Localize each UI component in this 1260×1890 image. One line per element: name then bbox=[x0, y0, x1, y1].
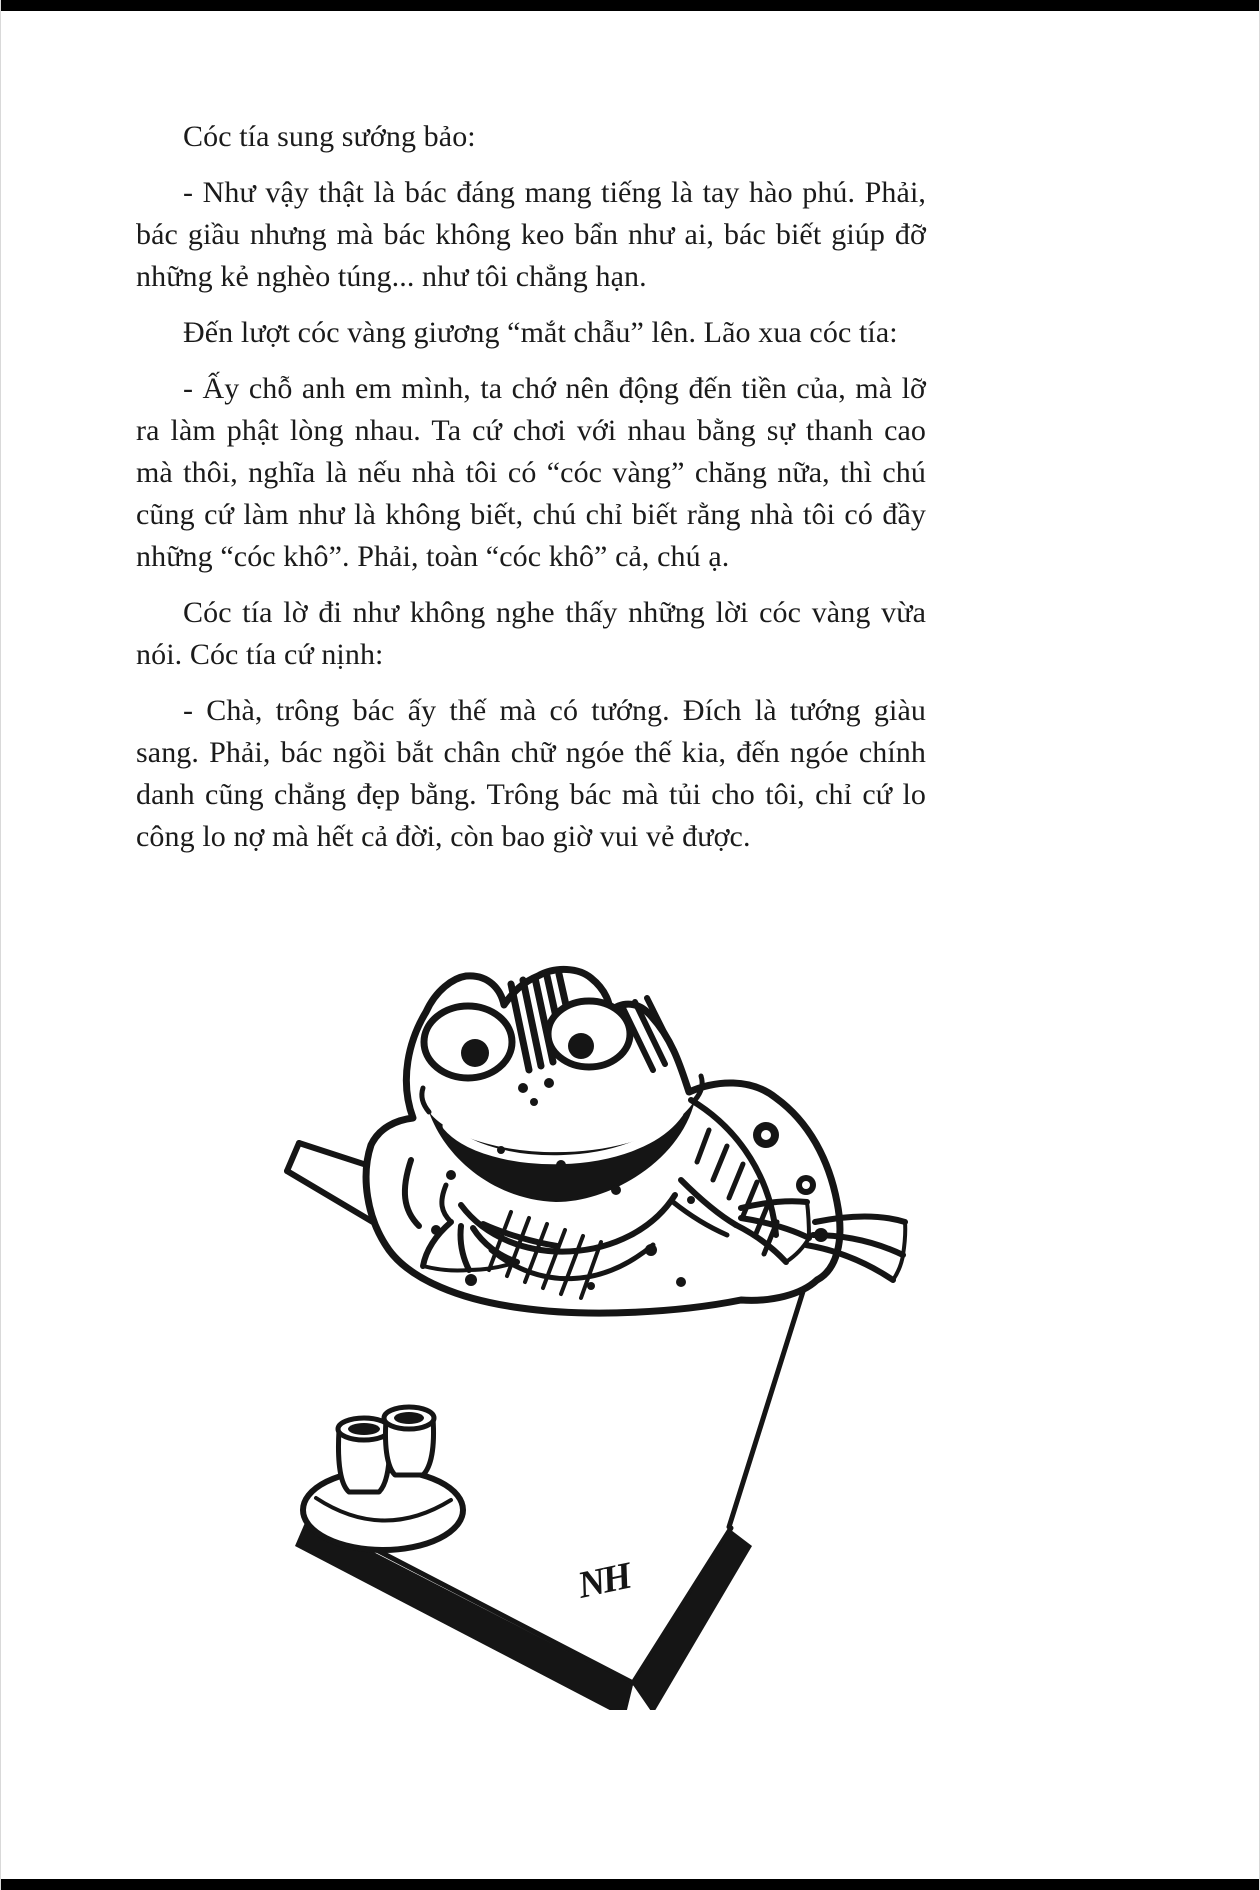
page-top-edge bbox=[1, 0, 1259, 11]
story-paragraph: Cóc tía sung sướng bảo: bbox=[183, 120, 476, 153]
story-paragraph: - Chà, trông bác ấy thế mà có tướng. Đích là tướng giàu sang. Phải, bác ngồi bắt chân chữ ngóe thế kia, đến ngóe chính danh cũng chẳng đẹp bằng. Trông bác mà tủi cho tôi, chỉ cứ lo công lo nợ mà hết cả đời, còn bao giờ vui vẻ được. bbox=[136, 694, 926, 853]
story-paragraph: - Ấy chỗ anh em mình, ta chớ nên động đến tiền của, mà lỡ ra làm phật lòng nhau. Ta cứ chơi với nhau bằng sự thanh cao mà thôi, nghĩa là nếu nhà tôi có “cóc vàng” chăng nữa, thì chú cũng cứ làm như là không biết, chú chỉ biết rằng nhà tôi có đầy những “cóc khô”. Phải, toàn “cóc khô” cả, chú ạ. bbox=[136, 372, 926, 573]
story-paragraph: - Như vậy thật là bác đáng mang tiếng là tay hào phú. Phải, bác giầu nhưng mà bác không keo bẩn như ai, bác biết giúp đỡ những kẻ nghèo túng... như tôi chẳng hạn. bbox=[136, 176, 926, 293]
story-paragraph: Cóc tía lờ đi như không nghe thấy những lời cóc vàng vừa nói. Cóc tía cứ nịnh: bbox=[136, 596, 926, 671]
toad-illustration-svg bbox=[261, 950, 961, 1710]
story-paragraph: Đến lượt cóc vàng giương “mắt chẫu” lên. Lão xua cóc tía: bbox=[183, 316, 898, 349]
toad-illustration bbox=[261, 950, 961, 1710]
page-bottom-edge bbox=[1, 1879, 1259, 1890]
story-text bbox=[136, 116, 926, 872]
signature-text: NH bbox=[574, 1555, 633, 1607]
tea-tray bbox=[303, 1407, 463, 1550]
toad-drawing bbox=[366, 969, 905, 1313]
